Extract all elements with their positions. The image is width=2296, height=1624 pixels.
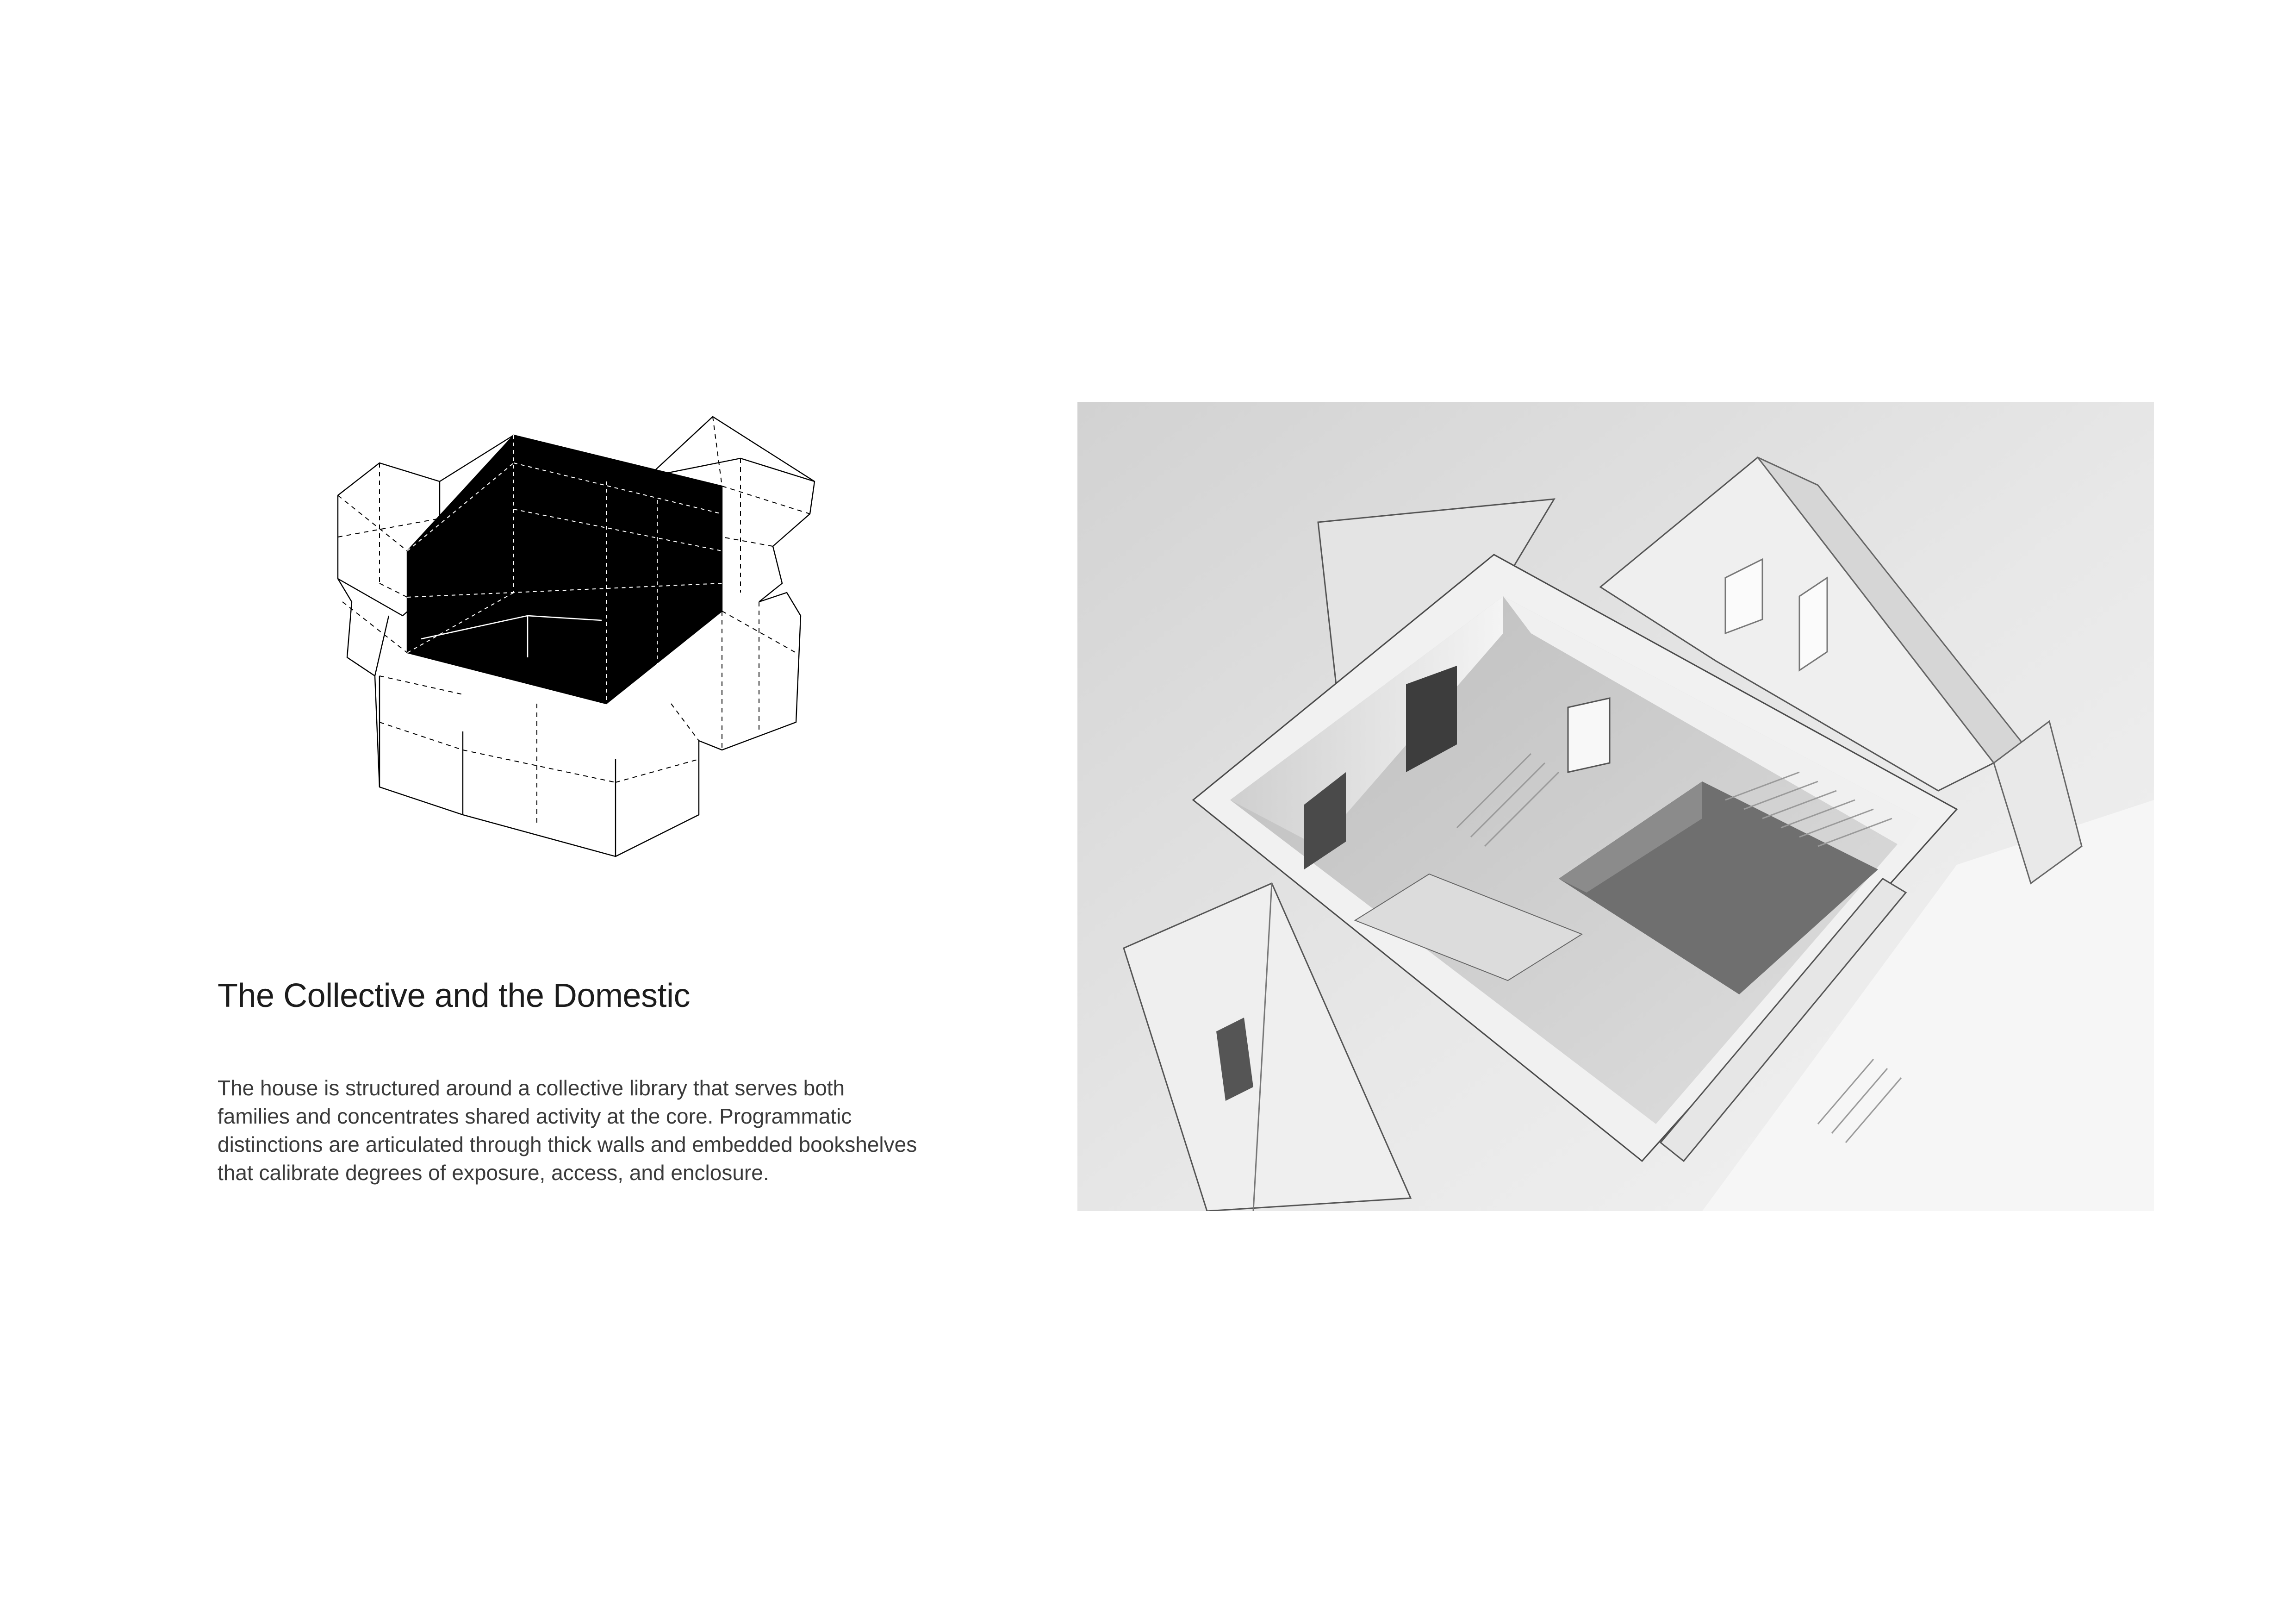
massing-axonometric-diagram: [268, 398, 852, 875]
description-paragraph: The house is structured around a collective library that serves both families and concentrates shared activity at the core. Programmatic distinctions are articulated through thick walls and embedded bookshelves that calibrate degrees of exposure, access, and enclosure.: [218, 1076, 917, 1185]
white-model-photograph: [1077, 402, 2154, 1211]
page-title: The Collective and the Domestic: [218, 977, 690, 1014]
